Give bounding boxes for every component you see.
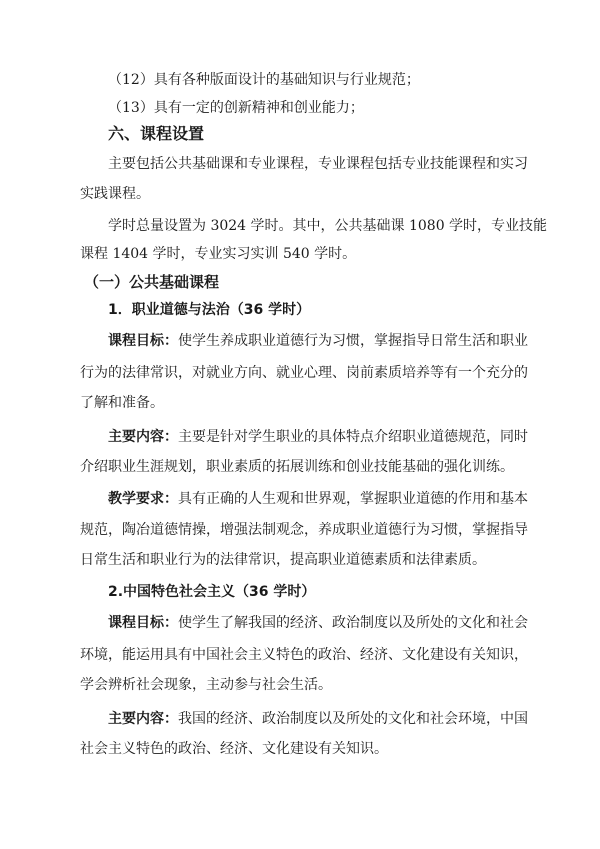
text: 使学生养成职业道德行为习惯，掌握指导日常生活和职业 — [178, 333, 528, 349]
label-course-goal: 课程目标： — [108, 333, 178, 349]
label-course-goal: 课程目标： — [108, 615, 178, 631]
paragraph-line — [108, 709, 540, 729]
text: 使学生了解我国的经济、政治制度以及所处的文化和社会 — [178, 615, 528, 631]
paragraph-line: 课程 1404 学时，专业实习实训 540 学时。 — [80, 246, 357, 262]
list-item-12: （12）具有各种版面设计的基础知识与行业规范； — [108, 72, 420, 88]
paragraph-line: 环境，能运用具有中国社会主义特色的政治、经济、文化建设有关知识， — [80, 647, 528, 663]
text: 我国的经济、政治制度以及所处的文化和社会环境，中国 — [178, 711, 528, 727]
course-title-2: 2.中国特色社会主义（36 学时） — [108, 584, 316, 600]
paragraph-line — [108, 427, 540, 447]
paragraph-line: 日常生活和职业行为的法律常识，提高职业道德素质和法律素质。 — [80, 552, 486, 568]
course-title-1: 1．职业道德与法治（36 学时） — [108, 302, 311, 318]
section-heading-course-setup: 六、课程设置 — [108, 124, 205, 143]
paragraph-line: 主要包括公共基础课和专业课程，专业课程包括专业技能课程和实习 — [108, 156, 528, 172]
paragraph-line — [108, 331, 540, 351]
text: 主要是针对学生职业的具体特点介绍职业道德规范，同时 — [178, 429, 528, 445]
paragraph-line: 学会辨析社会现象，主动参与社会生活。 — [80, 677, 332, 693]
paragraph-line: 学时总量设置为 3024 学时。其中，公共基础课 1080 学时，专业技能 — [108, 218, 548, 234]
paragraph-line — [108, 613, 540, 633]
label-main-content: 主要内容： — [108, 429, 178, 445]
paragraph-line: 社会主义特色的政治、经济、文化建设有关知识。 — [80, 741, 388, 757]
list-item-13: （13）具有一定的创新精神和创业能力； — [108, 100, 364, 116]
subsection-heading-public-courses: （一）公共基础课程 — [84, 273, 220, 291]
paragraph-line: 了解和准备。 — [80, 395, 164, 411]
label-teaching-requirements: 教学要求： — [108, 491, 178, 507]
label-main-content: 主要内容： — [108, 711, 178, 727]
paragraph-line: 实践课程。 — [80, 186, 150, 202]
text: 具有正确的人生观和世界观，掌握职业道德的作用和基本 — [178, 491, 528, 507]
paragraph-line — [108, 489, 540, 509]
paragraph-line: 规范，陶冶道德情操，增强法制观念，养成职业道德行为习惯，掌握指导 — [80, 522, 528, 538]
paragraph-line: 介绍职业生涯规划，职业素质的拓展训练和创业技能基础的强化训练。 — [80, 459, 514, 475]
paragraph-line: 行为的法律常识，对就业方向、就业心理、岗前素质培养等有一个充分的 — [80, 365, 528, 381]
